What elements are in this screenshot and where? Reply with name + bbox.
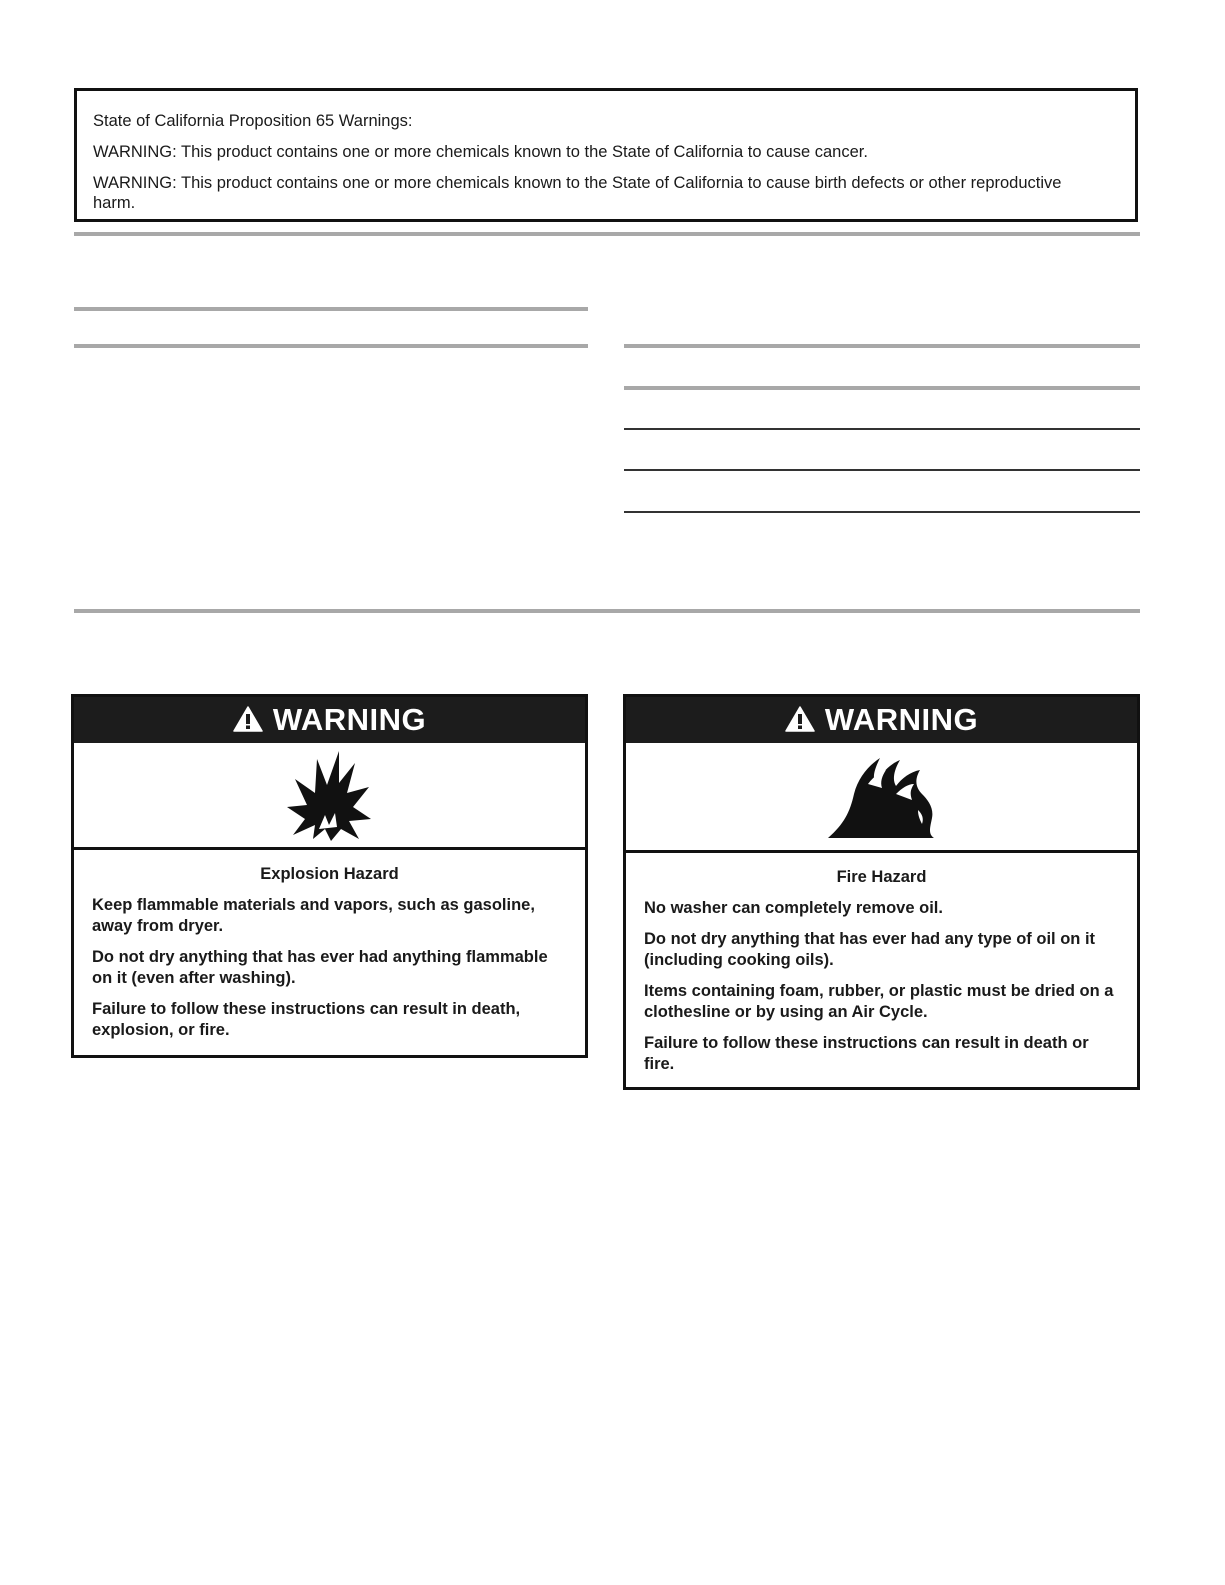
warning-line: Do not dry anything that has ever had any type of oil on it (including cooking oils). — [644, 930, 1096, 969]
prop65-cancer-warning: WARNING: This product contains one or more chemicals known to the State of California to cause cancer. — [93, 143, 868, 161]
explosion-icon — [285, 749, 375, 841]
fire-icon — [824, 754, 940, 840]
left-column-rule — [74, 307, 588, 311]
right-column-thin-rule — [624, 469, 1140, 471]
prop65-warning-box — [74, 88, 1138, 222]
hazard-title: Explosion Hazard — [260, 865, 399, 883]
warning-triangle-icon — [233, 706, 263, 732]
warning-line: Items containing foam, rubber, or plastic must be dried on a clothesline or by using an Air Cycle. — [644, 982, 1114, 1021]
right-column-thin-rule — [624, 511, 1140, 513]
warning-header — [626, 697, 1137, 743]
hazard-title: Fire Hazard — [836, 868, 927, 886]
warning-line: Keep flammable materials and vapors, such as gasoline, away from dryer. — [92, 896, 535, 935]
right-column-rule — [624, 386, 1140, 390]
right-column-rule — [624, 344, 1140, 348]
warning-body — [626, 853, 1137, 1075]
hazard-icon-area — [74, 743, 585, 850]
left-column-rule — [74, 344, 588, 348]
prop65-heading: State of California Proposition 65 Warnings: — [93, 112, 413, 130]
prop65-birth-defects-warning: WARNING: This product contains one or more chemicals known to the State of California to cause birth defects or other reproductive harm. — [93, 174, 1062, 212]
warning-header — [74, 697, 585, 743]
warning-line: Do not dry anything that has ever had anything flammable on it (even after washing). — [92, 948, 548, 987]
explosion-warning-box — [71, 694, 588, 1058]
fire-warning-box — [623, 694, 1140, 1090]
hazard-icon-area — [626, 743, 1137, 853]
warning-line: No washer can completely remove oil. — [644, 899, 943, 917]
section-divider — [74, 232, 1140, 236]
warning-line: Failure to follow these instructions can result in death or fire. — [644, 1034, 1089, 1073]
warning-header-label: WARNING — [272, 702, 427, 737]
warning-triangle-icon — [785, 706, 815, 732]
warning-header-label: WARNING — [824, 702, 979, 737]
section-divider — [74, 609, 1140, 613]
warning-body — [74, 850, 585, 1041]
warning-line: Failure to follow these instructions can result in death, explosion, or fire. — [92, 1000, 521, 1039]
right-column-thin-rule — [624, 428, 1140, 430]
